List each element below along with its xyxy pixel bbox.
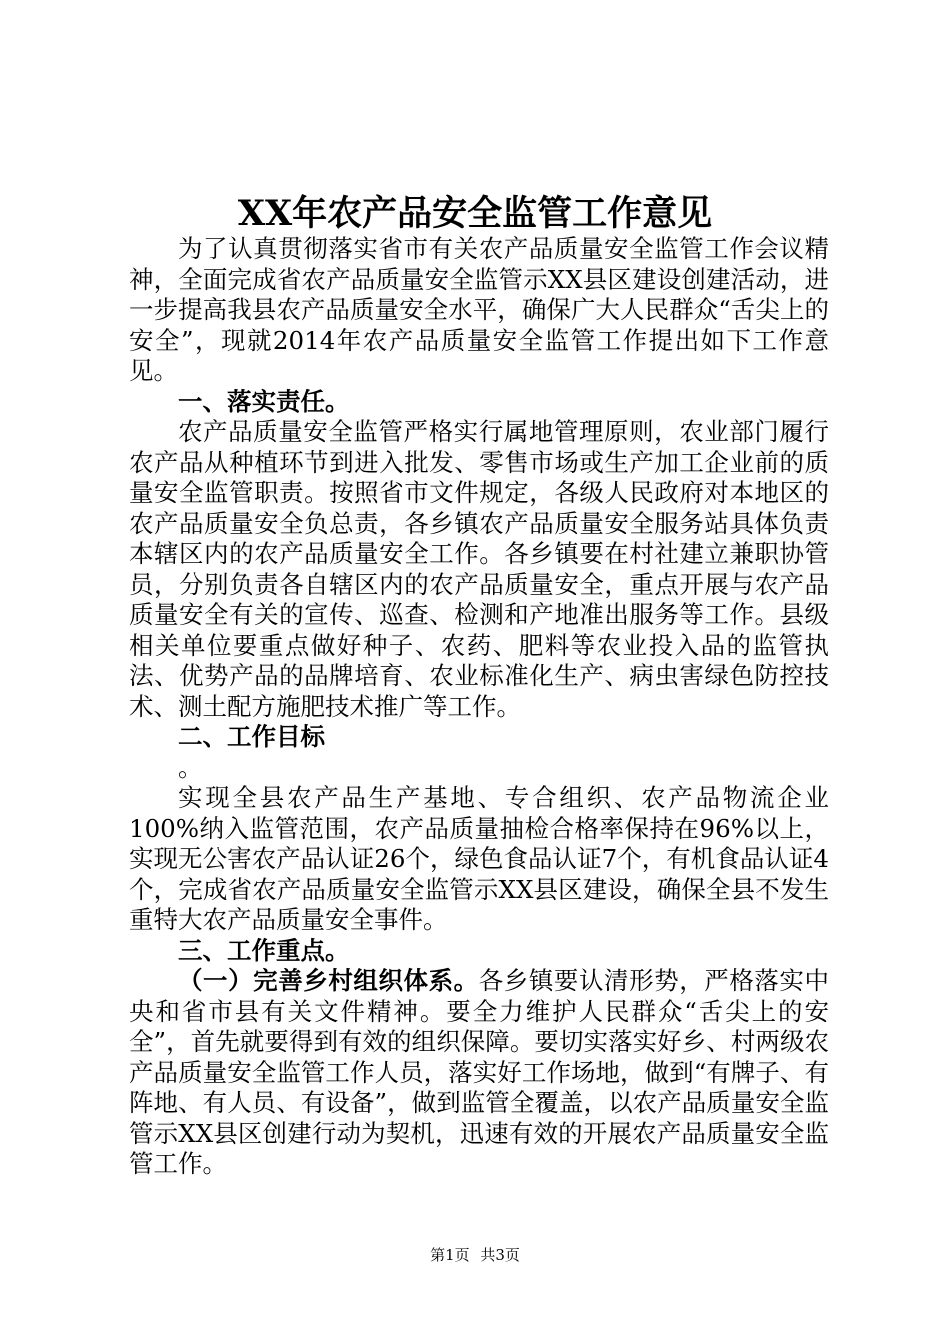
section-3-heading: 三、工作重点。 [178, 935, 350, 965]
page-total: 共3页 [480, 1246, 520, 1264]
intro-paragraph: 为了认真贯彻落实省市有关农产品质量安全监管工作会议精神，全面完成省农产品质量安全监管示XX县区建设创建活动，进一步提高我县农产品质量安全水平，确保广大人民群众“舌尖上的安全”，现就2014年农产品质量安全监管工作提出如下工作意见。 [129, 234, 829, 385]
section-2-body: 实现全县农产品生产基地、专合组织、农产品物流企业100%纳入监管范围，农产品质量抽检合格率保持在96%以上，实现无公害农产品认证26个，绿色食品认证7个，有机食品认证4个，完成省农产品质量安全监管示XX县区建设，确保全县不发生重特大农产品质量安全事件。 [129, 783, 829, 934]
section-3-item-1-lead: （一）完善乡村组织体系。 [178, 966, 479, 995]
section-1-body: 农产品质量安全监管严格实行属地管理原则，农业部门履行农产品从种植环节到进入批发、零售市场或生产加工企业前的质量安全监管职责。按照省市文件规定，各级人民政府对本地区的农产品质量安全负总责，各乡镇农产品质量安全服务站具体负责本辖区内的农产品质量安全工作。各乡镇要在村社建立兼职协管员，分别负责各自辖区内的农产品质量安全，重点开展与农产品质量安全有关的宣传、巡查、检测和产地准出服务等工作。县级相关单位要重点做好种子、农药、肥料等农业投入品的监管执法、优势产品的品牌培育、农业标准化生产、病虫害绿色防控技术、测土配方施肥技术推广等工作。 [129, 417, 829, 721]
document-body [129, 234, 829, 1180]
section-3-item-1-body: 各乡镇要认清形势，严格落实中央和省市县有关文件精神。要全力维护人民群众“舌尖上的安全”，首先就要得到有效的组织保障。要切实落实好乡、村两级农产品质量安全监管工作人员，落实好工作场地，做到“有牌子、有阵地、有人员、有设备”，做到监管全覆盖，以农产品质量安全监管示XX县区创建行动为契机，迅速有效的开展农产品质量安全监管工作。 [129, 966, 829, 1178]
document-title: XX年农产品安全监管工作意见 [237, 193, 713, 234]
page-number: 第1页 [430, 1246, 470, 1264]
page-footer [0, 1244, 950, 1265]
section-1-heading: 一、落实责任。 [178, 386, 350, 416]
section-3-item-1 [129, 966, 829, 1180]
section-2-period: 。 [178, 752, 203, 782]
section-2-heading: 二、工作目标 [178, 722, 325, 751]
